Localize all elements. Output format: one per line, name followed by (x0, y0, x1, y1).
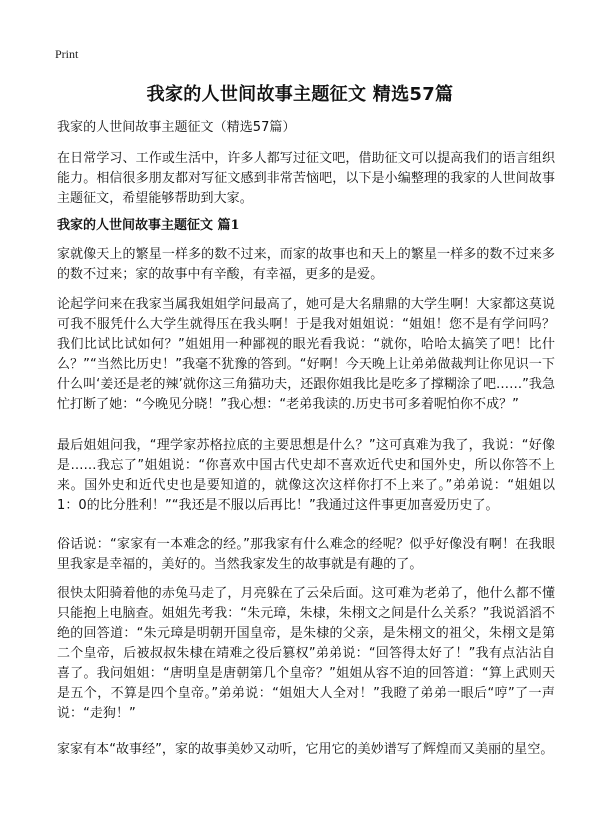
body-paragraph-1: 家就像天上的繁星一样多的数不过来，而家的故事也和天上的繁星一样多的数不过来多的数不过来；家的故事中有辛酸，有幸福，更多的是爱。 (57, 247, 555, 282)
section-heading: 我家的人世间故事主题征文 篇1 (57, 218, 240, 233)
intro-paragraph: 在日常学习、工作或生活中，许多人都写过征文吧，借助征文可以提高我们的语言组织能力。相信很多朋友都对写征文感到非常苦恼吧，以下是小编整理的我家的人世间故事主题征文，希望能够帮助到大家。 (57, 151, 555, 206)
print-link[interactable]: Print (55, 47, 79, 61)
document-title: 我家的人世间故事主题征文 精选57篇 (146, 84, 454, 105)
body-paragraph-4: 俗话说：“家家有一本难念的经。”那我家有什么难念的经呢？似乎好像没有啊！在我眼里我家是幸福的，美好的。当然我家发生的故事就是有趣的了。 (57, 537, 555, 572)
intro-subtitle: 我家的人世间故事主题征文（精选57篇） (57, 120, 296, 135)
body-paragraph-5: 很快太阳骑着他的赤兔马走了，月亮躲在了云朵后面。这可难为老弟了，他什么都不懂只能抱上电脑查。姐姐先考我：“朱元璋，朱棣，朱栩文之间是什么关系？”我说滔滔不绝的回答道：“朱元璋是明朝开国皇帝，是朱棣的父亲，是朱栩文的祖父，朱栩文是第二个皇帝，后被叔叔朱棣在靖难之役后篡权”弟弟说：“回答得太好了！”我有点沾沾自喜了。我问姐姐：“唐明皇是唐朝第几个皇帝？”姐姐从容不迫的回答道：“算上武则天是五个，不算是四个皇帝。”弟弟说：“姐姐大人全对！”我瞪了弟弟一眼后“哼”了一声说：“走狗！” (57, 586, 555, 721)
body-paragraph-6: 家家有本“故事经”，家的故事美妙又动听，它用它的美妙谱写了辉煌而又美丽的星空。 (57, 742, 554, 757)
body-paragraph-3: 最后姐姐问我，“理学家苏格拉底的主要思想是什么？”这可真难为我了，我说：“好像是……我忘了”姐姐说：“你喜欢中国古代史却不喜欢近代史和国外史，所以你答不上来。国外史和近代史也是要知道的，就像这次这样你打不上来了。”弟弟说：“姐姐以1：0的比分胜利！”“我还是不服以后再比！”我通过这件事更加喜爱历史了。 (57, 438, 555, 513)
body-paragraph-2: 论起学问来在我家当属我姐姐学问最高了，她可是大名鼎鼎的大学生啊！大家都这莫说可我不服凭什么大学生就得压在我头啊！于是我对姐姐说：“姐姐！您不是有学问吗？我们比试比试如何？”姐姐用一种鄙视的眼光看我说：“就你，哈哈太搞笑了吧！比什么？”“当然比历史！”我毫不犹豫的答到。“好啊！今天晚上让弟弟做裁判让你见识一下什么叫‘姜还是老的辣’就你这三角猫功夫，还跟你姐我比是吃多了撑糊涂了吧……”我急忙打断了她：“今晚见分晓！”我心想：“老弟我读的.历史书可多着呢怕你不成？” (57, 297, 555, 412)
